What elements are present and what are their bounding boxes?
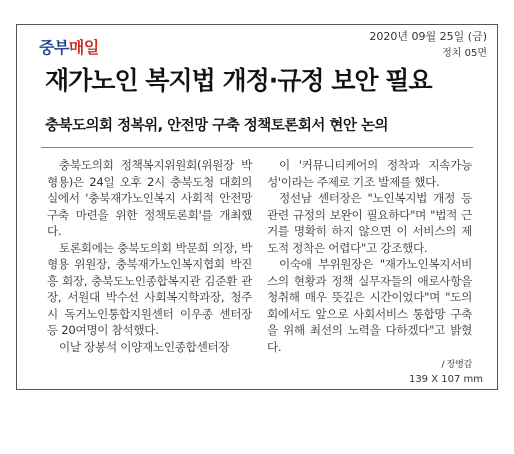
article-byline: / 장병갑 xyxy=(441,360,472,370)
newspaper-logo xyxy=(39,35,99,58)
divider xyxy=(41,147,473,148)
article-column-left xyxy=(47,157,252,355)
paragraph: 이숙애 부위원장은 "재가노인복지서비스의 현황과 정책 실무자들의 애로사항을 청취해 매우 뜻깊은 시간이었다"며 "도의회에서도 앞으로 사회서비스 통합망 구축을 위해 최선의 노력을 다하겠다"고 밝혔다. xyxy=(267,257,472,354)
publication-date: 2020년 09월 25일 (금) xyxy=(369,30,487,43)
paragraph: 이날 장봉석 이양재노인종합센터장 xyxy=(59,339,230,354)
paragraph: 이 '커뮤니티케어의 정착과 지속가능성'이라는 주제로 기조 발제를 했다. xyxy=(267,158,472,189)
paragraph: 충북도의회 정책복지위원회(위원장 박형용)은 24일 오후 2시 충북도청 대회의실에서 '충북재가노인복지 사회적 안전망 구축 마련을 위한 정책토론회'를 개최했다. xyxy=(47,158,252,238)
newspaper-clipping xyxy=(16,24,498,390)
article-column-right xyxy=(267,157,472,374)
paragraph: 정선남 센터장은 "노인복지법 개정 등 관련 규정의 보완이 필요하다"며 "법적 근거를 명확히 하지 않으면 이 서비스의 제도적 정착은 어렵다"고 강조했다. xyxy=(267,191,472,255)
article-subheadline: 충북도의회 정복위, 안전망 구축 정책토론회서 현안 논의 xyxy=(45,118,388,134)
article-headline: 재가노인 복지법 개정·규정 보안 필요 xyxy=(45,66,432,95)
section-page: 정치 05면 xyxy=(442,48,487,59)
paragraph: 토론회에는 충북도의회 박문희 의장, 박형용 위원장, 충북재가노인복지협회 박진흥 회장, 충북도노인종합복지관 김준환 관장, 서원대 박수선 사회복지학과장, 청주시 독거노인통합지원센터 이우종 센터장 등 20여명이 참석했다. xyxy=(47,240,252,337)
logo-mark: 매일 xyxy=(68,38,99,57)
logo-text: 중부 xyxy=(39,38,69,57)
clip-size: 139 X 107 mm xyxy=(408,374,483,385)
